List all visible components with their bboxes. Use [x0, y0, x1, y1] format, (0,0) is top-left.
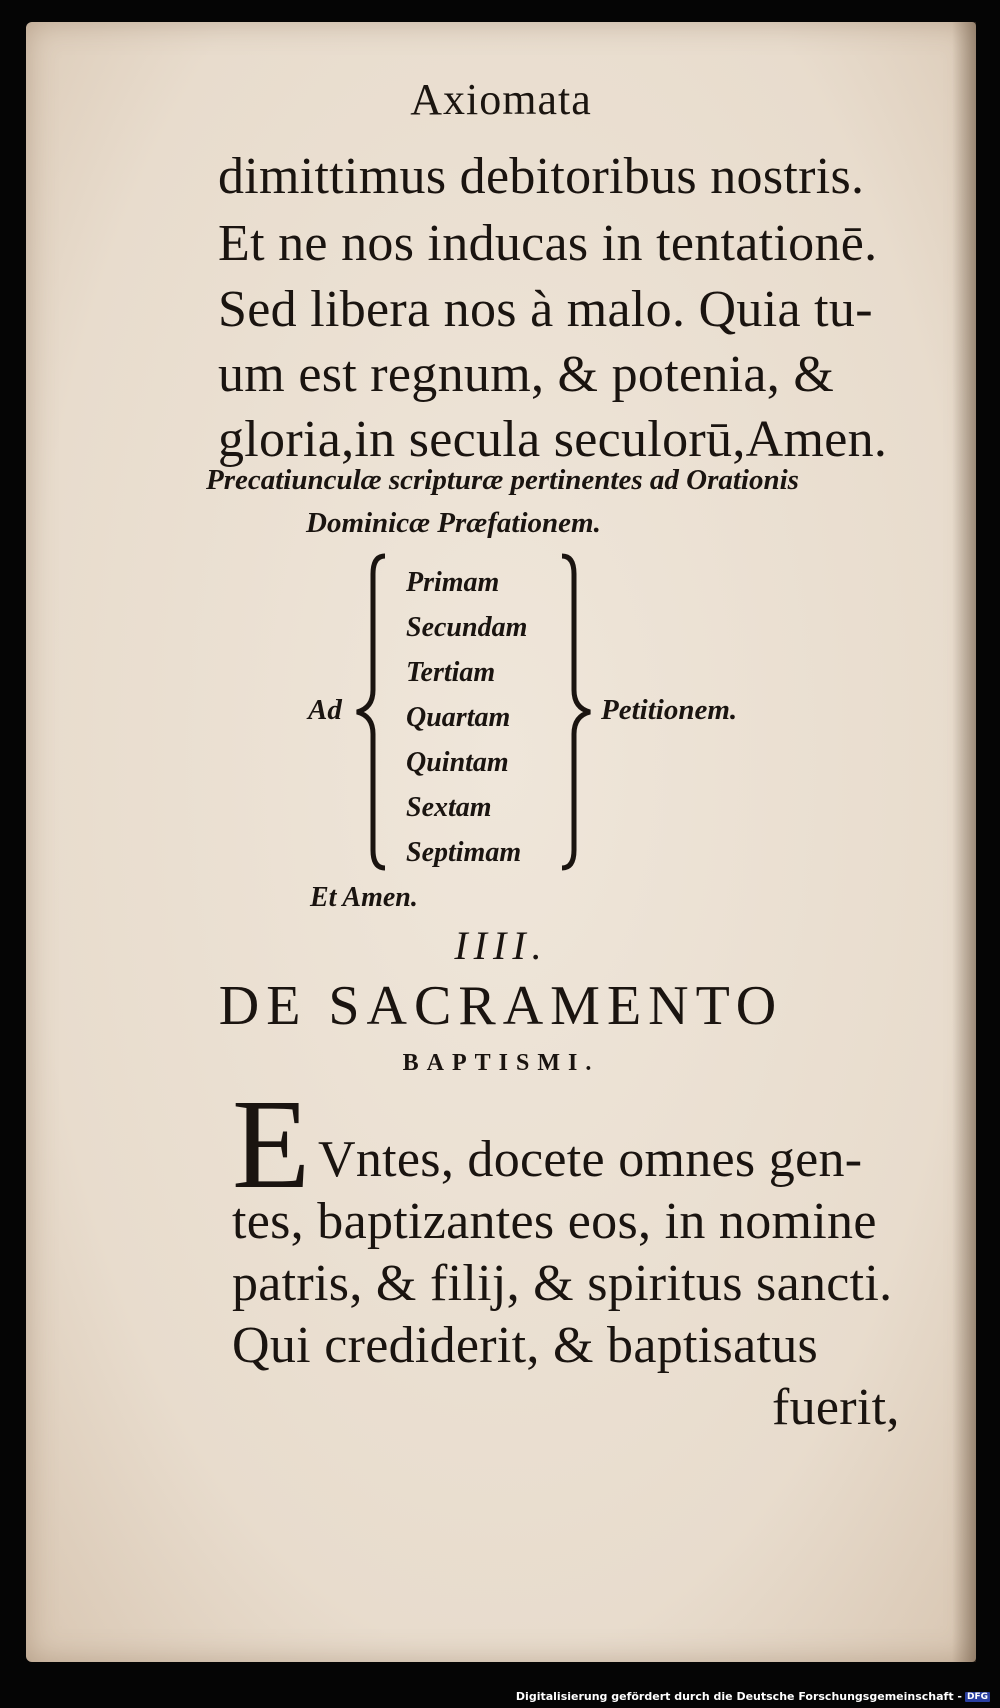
drop-cap: E — [232, 1073, 311, 1215]
brace-item-septimam: Septimam — [406, 837, 522, 868]
body-line-5: gloria,in secula seculorū,Amen. — [218, 411, 888, 468]
brace-suffix: Petitionem. — [601, 694, 738, 726]
right-brace — [556, 552, 596, 872]
book-page — [26, 22, 976, 1662]
footer-text: Digitalisierung gefördert durch die Deutsche Forschungsgemeinschaft - — [515, 1690, 962, 1703]
digitization-footer — [516, 1690, 990, 1703]
body-line-1: dimittimus debitoribus nostris. — [218, 148, 865, 205]
section-subtitle: BAPTISMI. — [402, 1050, 600, 1076]
body-line-4: um est regnum, & potenia, & — [218, 346, 835, 403]
baptism-line-5: fuerit, — [772, 1379, 900, 1436]
brace-item-secundam: Secundam — [406, 612, 528, 643]
prayer-heading-line-2: Dominicæ Præfationem. — [306, 507, 601, 539]
brace-item-quintam: Quintam — [406, 747, 509, 778]
prayer-heading-line-1: Precatiunculæ scripturæ pertinentes ad Orationis — [206, 464, 799, 496]
page-gutter-shadow — [952, 22, 976, 1662]
body-line-2: Et ne nos inducas in tentationē. — [218, 215, 878, 272]
brace-item-tertiam: Tertiam — [406, 657, 496, 688]
baptism-line-4: Qui crediderit, & baptisatus — [232, 1317, 819, 1374]
brace-item-quartam: Quartam — [406, 702, 511, 733]
baptism-line-3: patris, & filij, & spiritus sancti. — [232, 1255, 893, 1312]
closing-line: Et Amen. — [310, 882, 418, 913]
left-brace — [351, 552, 391, 872]
dfg-logo: DFG — [966, 1692, 988, 1702]
brace-prefix: Ad — [308, 694, 342, 726]
section-number: IIII. — [454, 923, 548, 968]
baptism-line-2: tes, baptizantes eos, in nomine — [232, 1193, 877, 1250]
section-title: DE SACRAMENTO — [218, 975, 784, 1037]
body-line-3: Sed libera nos à malo. Quia tu- — [218, 281, 873, 338]
brace-item-sextam: Sextam — [406, 792, 492, 823]
baptism-line-1: Vntes, docete omnes gen- — [318, 1131, 863, 1188]
running-head: Axiomata — [410, 75, 592, 124]
brace-item-primam: Primam — [406, 567, 500, 598]
